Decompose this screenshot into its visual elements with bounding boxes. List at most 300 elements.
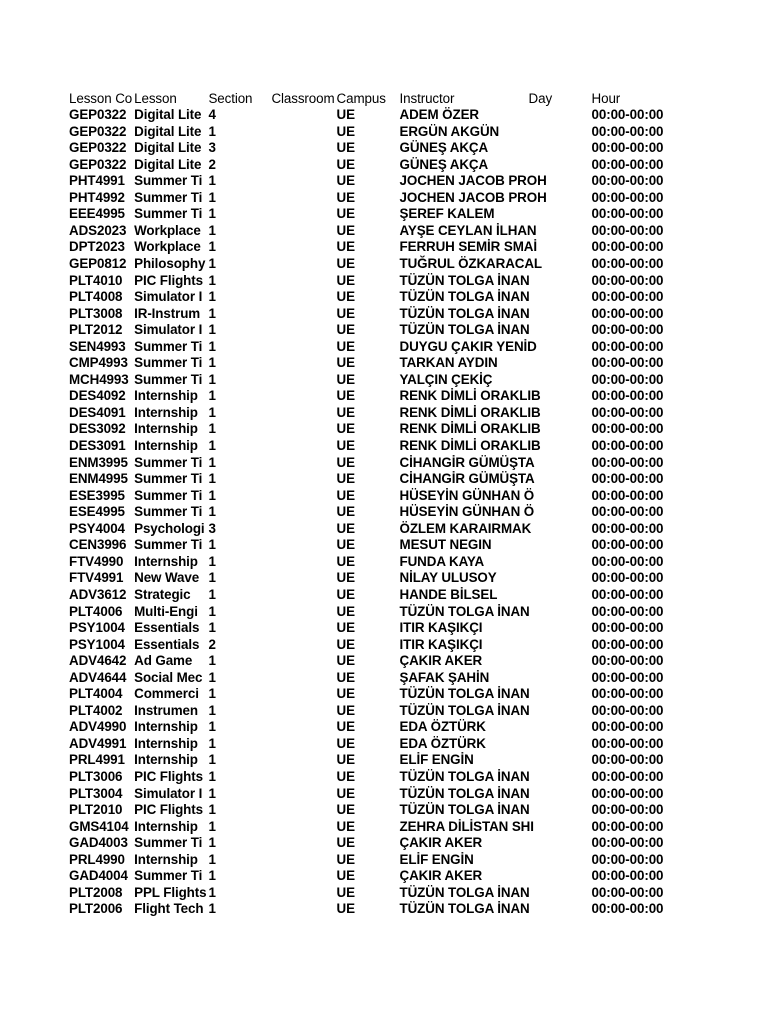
cell-hour[interactable]: 00:00-00:00 (591, 289, 664, 305)
cell-lesson[interactable]: Summer Ti (134, 206, 203, 222)
cell-lesson[interactable]: Social Mec (134, 669, 203, 685)
cell-instructor[interactable]: TÜZÜN TOLGA İNAN (399, 785, 530, 801)
cell-instructor[interactable]: FUNDA KAYA (399, 553, 485, 569)
cell-section[interactable]: 1 (208, 388, 216, 404)
cell-section[interactable]: 1 (208, 206, 216, 222)
cell-instructor[interactable]: HANDE BİLSEL (399, 586, 498, 602)
cell-instructor[interactable]: TÜZÜN TOLGA İNAN (399, 289, 530, 305)
cell-section[interactable]: 1 (208, 603, 216, 619)
cell-day[interactable] (527, 652, 590, 669)
cell-lesson[interactable]: Internship (134, 404, 198, 420)
cell-instructor[interactable]: ITIR KAŞIKÇI (399, 620, 483, 636)
cell-hour[interactable]: 00:00-00:00 (591, 735, 664, 751)
cell-hour[interactable]: 00:00-00:00 (591, 586, 664, 602)
cell-lesson[interactable]: Internship (134, 421, 198, 437)
cell-hour[interactable]: 00:00-00:00 (591, 404, 664, 420)
cell-day[interactable] (527, 900, 590, 917)
cell-section[interactable]: 1 (208, 289, 216, 305)
cell-section[interactable]: 1 (208, 851, 216, 867)
cell-lesson-code[interactable]: EEE4995 (69, 206, 125, 222)
cell-campus[interactable]: UE (336, 785, 355, 801)
cell-day[interactable] (527, 470, 590, 487)
cell-instructor[interactable]: ITIR KAŞIKÇI (399, 636, 483, 652)
cell-lesson-code[interactable]: MCH4993 (69, 371, 129, 387)
cell-lesson-code[interactable]: DES3091 (69, 438, 126, 454)
cell-instructor[interactable]: CİHANGİR GÜMÜŞTA (399, 471, 535, 487)
cell-instructor[interactable]: EDA ÖZTÜRK (399, 735, 486, 751)
cell-campus[interactable]: UE (336, 156, 355, 172)
cell-hour[interactable]: 00:00-00:00 (591, 768, 664, 784)
cell-lesson[interactable]: Summer Ti (134, 471, 203, 487)
cell-hour[interactable]: 00:00-00:00 (591, 239, 664, 255)
cell-classroom[interactable] (269, 834, 334, 851)
cell-campus[interactable]: UE (336, 107, 355, 123)
cell-lesson[interactable]: Summer Ti (134, 338, 203, 354)
cell-campus[interactable]: UE (336, 653, 355, 669)
cell-lesson[interactable]: Summer Ti (134, 454, 203, 470)
cell-classroom[interactable] (269, 685, 334, 702)
cell-campus[interactable]: UE (336, 586, 355, 602)
cell-classroom[interactable] (269, 883, 334, 900)
cell-hour[interactable]: 00:00-00:00 (591, 653, 664, 669)
cell-campus[interactable]: UE (336, 669, 355, 685)
cell-section[interactable]: 1 (208, 735, 216, 751)
cell-classroom[interactable] (269, 122, 334, 139)
cell-instructor[interactable]: RENK DİMLİ ORAKLIB (399, 388, 541, 404)
cell-section[interactable]: 1 (208, 322, 216, 338)
cell-lesson-code[interactable]: PRL4991 (69, 752, 125, 768)
cell-lesson[interactable]: New Wave (134, 570, 200, 586)
cell-campus[interactable]: UE (336, 371, 355, 387)
cell-lesson[interactable]: Commerci (134, 686, 199, 702)
cell-hour[interactable]: 00:00-00:00 (591, 851, 664, 867)
cell-classroom[interactable] (269, 370, 334, 387)
cell-classroom[interactable] (269, 900, 334, 917)
cell-campus[interactable]: UE (336, 868, 355, 884)
cell-hour[interactable]: 00:00-00:00 (591, 471, 664, 487)
cell-classroom[interactable] (269, 734, 334, 751)
cell-classroom[interactable] (269, 668, 334, 685)
cell-lesson-code[interactable]: GAD4004 (69, 868, 128, 884)
cell-day[interactable] (527, 685, 590, 702)
cell-campus[interactable]: UE (336, 421, 355, 437)
cell-section[interactable]: 1 (208, 256, 216, 272)
cell-section[interactable]: 1 (208, 785, 216, 801)
cell-section[interactable]: 1 (208, 884, 216, 900)
cell-lesson[interactable]: PPL Flights (134, 884, 207, 900)
cell-campus[interactable]: UE (336, 702, 355, 718)
cell-lesson[interactable]: Internship (134, 735, 198, 751)
cell-hour[interactable]: 00:00-00:00 (591, 256, 664, 272)
cell-hour[interactable]: 00:00-00:00 (591, 123, 664, 139)
cell-instructor[interactable]: ELİF ENGİN (399, 851, 474, 867)
cell-campus[interactable]: UE (336, 338, 355, 354)
cell-campus[interactable]: UE (336, 438, 355, 454)
cell-campus[interactable]: UE (336, 570, 355, 586)
cell-instructor[interactable]: ERGÜN AKGÜN (399, 123, 500, 139)
cell-day[interactable] (527, 486, 590, 503)
cell-day[interactable] (527, 602, 590, 619)
cell-hour[interactable]: 00:00-00:00 (591, 371, 664, 387)
cell-section[interactable]: 1 (208, 123, 216, 139)
cell-lesson-code[interactable]: PSY1004 (69, 620, 125, 636)
cell-section[interactable]: 1 (208, 553, 216, 569)
cell-lesson-code[interactable]: PLT2008 (69, 884, 123, 900)
cell-instructor[interactable]: RENK DİMLİ ORAKLIB (399, 421, 541, 437)
cell-lesson[interactable]: Simulator I (134, 289, 203, 305)
cell-lesson[interactable]: PIC Flights (134, 272, 203, 288)
cell-day[interactable] (527, 585, 590, 602)
cell-campus[interactable]: UE (336, 603, 355, 619)
cell-section[interactable]: 1 (208, 653, 216, 669)
cell-instructor[interactable]: TÜZÜN TOLGA İNAN (399, 802, 530, 818)
cell-day[interactable] (527, 370, 590, 387)
cell-lesson-code[interactable]: DES4092 (69, 388, 126, 404)
cell-campus[interactable]: UE (336, 173, 355, 189)
cell-instructor[interactable]: ZEHRA DİLİSTAN SHI (399, 818, 534, 834)
cell-classroom[interactable] (269, 321, 334, 338)
cell-lesson-code[interactable]: PLT2010 (69, 802, 123, 818)
cell-instructor[interactable]: ÖZLEM KARAIRMAK (399, 520, 532, 536)
header-lesson[interactable]: Lesson (134, 90, 177, 106)
cell-lesson-code[interactable]: PLT4002 (69, 702, 123, 718)
cell-hour[interactable]: 00:00-00:00 (591, 454, 664, 470)
cell-classroom[interactable] (269, 569, 334, 586)
cell-lesson-code[interactable]: ESE4995 (69, 504, 125, 520)
cell-classroom[interactable] (269, 354, 334, 371)
cell-campus[interactable]: UE (336, 189, 355, 205)
cell-campus[interactable]: UE (336, 735, 355, 751)
cell-section[interactable]: 1 (208, 620, 216, 636)
cell-lesson[interactable]: Internship (134, 553, 198, 569)
cell-lesson-code[interactable]: ENM3995 (69, 454, 128, 470)
cell-hour[interactable]: 00:00-00:00 (591, 520, 664, 536)
cell-lesson[interactable]: Internship (134, 752, 198, 768)
cell-hour[interactable]: 00:00-00:00 (591, 686, 664, 702)
cell-section[interactable]: 1 (208, 901, 216, 917)
cell-instructor[interactable]: RENK DİMLİ ORAKLIB (399, 438, 541, 454)
cell-lesson-code[interactable]: PSY4004 (69, 520, 125, 536)
cell-campus[interactable]: UE (336, 140, 355, 156)
cell-section[interactable]: 1 (208, 487, 216, 503)
cell-classroom[interactable] (269, 254, 334, 271)
cell-section[interactable]: 1 (208, 421, 216, 437)
cell-section[interactable]: 2 (208, 156, 216, 172)
cell-hour[interactable]: 00:00-00:00 (591, 156, 664, 172)
cell-lesson[interactable]: Digital Lite (134, 107, 202, 123)
cell-campus[interactable]: UE (336, 322, 355, 338)
cell-campus[interactable]: UE (336, 851, 355, 867)
cell-instructor[interactable]: GÜNEŞ AKÇA (399, 140, 489, 156)
cell-instructor[interactable]: TÜZÜN TOLGA İNAN (399, 272, 530, 288)
cell-hour[interactable]: 00:00-00:00 (591, 388, 664, 404)
header-hour[interactable]: Hour (591, 90, 621, 106)
cell-day[interactable] (527, 850, 590, 867)
cell-hour[interactable]: 00:00-00:00 (591, 570, 664, 586)
cell-hour[interactable]: 00:00-00:00 (591, 835, 664, 851)
cell-classroom[interactable] (269, 271, 334, 288)
cell-instructor[interactable]: TARKAN AYDIN (399, 355, 498, 371)
cell-campus[interactable]: UE (336, 818, 355, 834)
cell-day[interactable] (527, 751, 590, 768)
cell-instructor[interactable]: ADEM ÖZER (399, 107, 479, 123)
cell-lesson[interactable]: Essentials (134, 620, 200, 636)
cell-classroom[interactable] (269, 304, 334, 321)
cell-instructor[interactable]: CİHANGİR GÜMÜŞTA (399, 454, 535, 470)
cell-hour[interactable]: 00:00-00:00 (591, 818, 664, 834)
cell-section[interactable]: 1 (208, 868, 216, 884)
cell-section[interactable]: 2 (208, 636, 216, 652)
cell-lesson-code[interactable]: PLT4010 (69, 272, 123, 288)
cell-lesson[interactable]: Instrumen (134, 702, 198, 718)
cell-classroom[interactable] (269, 817, 334, 834)
cell-classroom[interactable] (269, 536, 334, 553)
cell-classroom[interactable] (269, 519, 334, 536)
cell-classroom[interactable] (269, 767, 334, 784)
cell-lesson[interactable]: Summer Ti (134, 189, 203, 205)
cell-campus[interactable]: UE (336, 404, 355, 420)
cell-classroom[interactable] (269, 205, 334, 222)
cell-classroom[interactable] (269, 718, 334, 735)
cell-instructor[interactable]: TÜZÜN TOLGA İNAN (399, 686, 530, 702)
cell-instructor[interactable]: ÇAKIR AKER (399, 653, 483, 669)
cell-lesson[interactable]: Ad Game (134, 653, 193, 669)
cell-instructor[interactable]: RENK DİMLİ ORAKLIB (399, 404, 541, 420)
cell-day[interactable] (527, 205, 590, 222)
cell-classroom[interactable] (269, 652, 334, 669)
cell-classroom[interactable] (269, 486, 334, 503)
cell-campus[interactable]: UE (336, 504, 355, 520)
cell-campus[interactable]: UE (336, 454, 355, 470)
cell-lesson[interactable]: Simulator I (134, 785, 203, 801)
cell-day[interactable] (527, 354, 590, 371)
header-section[interactable]: Section (208, 90, 253, 106)
cell-section[interactable]: 1 (208, 570, 216, 586)
cell-classroom[interactable] (269, 453, 334, 470)
cell-hour[interactable]: 00:00-00:00 (591, 338, 664, 354)
cell-lesson[interactable]: Digital Lite (134, 140, 202, 156)
cell-day[interactable] (527, 271, 590, 288)
cell-day[interactable] (527, 519, 590, 536)
cell-lesson[interactable]: Summer Ti (134, 868, 203, 884)
cell-campus[interactable]: UE (336, 835, 355, 851)
cell-section[interactable]: 1 (208, 454, 216, 470)
cell-day[interactable] (527, 718, 590, 735)
cell-campus[interactable]: UE (336, 620, 355, 636)
cell-instructor[interactable]: HÜSEYİN GÜNHAN Ö (399, 504, 535, 520)
cell-instructor[interactable]: ÇAKIR AKER (399, 835, 483, 851)
cell-section[interactable]: 1 (208, 471, 216, 487)
cell-campus[interactable]: UE (336, 719, 355, 735)
cell-day[interactable] (527, 139, 590, 156)
cell-instructor[interactable]: HÜSEYİN GÜNHAN Ö (399, 487, 535, 503)
cell-lesson[interactable]: PIC Flights (134, 802, 203, 818)
cell-instructor[interactable]: MESUT NEGIN (399, 537, 492, 553)
cell-lesson[interactable]: Multi-Engi (134, 603, 198, 619)
cell-lesson-code[interactable]: ADV4642 (69, 653, 127, 669)
cell-instructor[interactable]: JOCHEN JACOB PROH (399, 189, 547, 205)
cell-day[interactable] (527, 801, 590, 818)
cell-lesson-code[interactable]: PLT3006 (69, 768, 123, 784)
cell-classroom[interactable] (269, 106, 334, 123)
cell-lesson-code[interactable]: PLT3004 (69, 785, 123, 801)
cell-day[interactable] (527, 817, 590, 834)
cell-lesson-code[interactable]: PLT4006 (69, 603, 123, 619)
cell-lesson-code[interactable]: PLT3008 (69, 305, 123, 321)
cell-lesson-code[interactable]: ADV4644 (69, 669, 127, 685)
cell-section[interactable]: 1 (208, 835, 216, 851)
cell-campus[interactable]: UE (336, 752, 355, 768)
cell-lesson[interactable]: Internship (134, 818, 198, 834)
cell-section[interactable]: 1 (208, 404, 216, 420)
cell-section[interactable]: 1 (208, 802, 216, 818)
cell-hour[interactable]: 00:00-00:00 (591, 107, 664, 123)
cell-instructor[interactable]: TÜZÜN TOLGA İNAN (399, 702, 530, 718)
cell-lesson[interactable]: Philosophy (134, 256, 206, 272)
cell-campus[interactable]: UE (336, 636, 355, 652)
cell-lesson[interactable]: Summer Ti (134, 487, 203, 503)
cell-section[interactable]: 1 (208, 338, 216, 354)
cell-hour[interactable]: 00:00-00:00 (591, 537, 664, 553)
cell-lesson[interactable]: Digital Lite (134, 123, 202, 139)
cell-lesson-code[interactable]: GEP0322 (69, 123, 127, 139)
cell-lesson[interactable]: IR-Instrum (134, 305, 201, 321)
cell-day[interactable] (527, 288, 590, 305)
cell-classroom[interactable] (269, 238, 334, 255)
cell-section[interactable]: 1 (208, 272, 216, 288)
cell-day[interactable] (527, 834, 590, 851)
cell-hour[interactable]: 00:00-00:00 (591, 487, 664, 503)
header-instructor[interactable]: Instructor (399, 90, 455, 106)
cell-instructor[interactable]: TUĞRUL ÖZKARACAL (399, 256, 542, 272)
cell-lesson-code[interactable]: FTV4990 (69, 553, 124, 569)
cell-lesson[interactable]: Summer Ti (134, 371, 203, 387)
cell-lesson-code[interactable]: DES3092 (69, 421, 126, 437)
cell-classroom[interactable] (269, 403, 334, 420)
cell-lesson-code[interactable]: CEN3996 (69, 537, 127, 553)
cell-section[interactable]: 1 (208, 768, 216, 784)
cell-section[interactable]: 1 (208, 173, 216, 189)
cell-lesson-code[interactable]: GAD4003 (69, 835, 128, 851)
cell-lesson-code[interactable]: GEP0322 (69, 107, 127, 123)
cell-instructor[interactable]: ŞEREF KALEM (399, 206, 495, 222)
cell-instructor[interactable]: ŞAFAK ŞAHİN (399, 669, 490, 685)
cell-section[interactable]: 1 (208, 222, 216, 238)
cell-lesson-code[interactable]: GEP0812 (69, 256, 127, 272)
header-classroom[interactable]: Classroom (271, 90, 335, 106)
cell-classroom[interactable] (269, 503, 334, 520)
cell-instructor[interactable]: GÜNEŞ AKÇA (399, 156, 489, 172)
cell-hour[interactable]: 00:00-00:00 (591, 305, 664, 321)
cell-day[interactable] (527, 536, 590, 553)
cell-campus[interactable]: UE (336, 686, 355, 702)
cell-campus[interactable]: UE (336, 272, 355, 288)
cell-classroom[interactable] (269, 139, 334, 156)
cell-day[interactable] (527, 304, 590, 321)
cell-lesson-code[interactable]: GMS4104 (69, 818, 129, 834)
cell-hour[interactable]: 00:00-00:00 (591, 719, 664, 735)
cell-classroom[interactable] (269, 552, 334, 569)
cell-campus[interactable]: UE (336, 239, 355, 255)
cell-instructor[interactable]: TÜZÜN TOLGA İNAN (399, 884, 530, 900)
cell-day[interactable] (527, 668, 590, 685)
cell-lesson[interactable]: Essentials (134, 636, 200, 652)
cell-hour[interactable]: 00:00-00:00 (591, 620, 664, 636)
cell-lesson[interactable]: Internship (134, 719, 198, 735)
cell-campus[interactable]: UE (336, 471, 355, 487)
cell-campus[interactable]: UE (336, 355, 355, 371)
cell-instructor[interactable]: JOCHEN JACOB PROH (399, 173, 547, 189)
cell-day[interactable] (527, 155, 590, 172)
cell-section[interactable]: 1 (208, 504, 216, 520)
cell-section[interactable]: 1 (208, 305, 216, 321)
cell-campus[interactable]: UE (336, 289, 355, 305)
cell-lesson-code[interactable]: SEN4993 (69, 338, 126, 354)
cell-instructor[interactable]: EDA ÖZTÜRK (399, 719, 486, 735)
cell-campus[interactable]: UE (336, 123, 355, 139)
cell-section[interactable]: 1 (208, 818, 216, 834)
cell-lesson-code[interactable]: GEP0322 (69, 156, 127, 172)
cell-lesson[interactable]: Flight Tech (134, 901, 204, 917)
cell-classroom[interactable] (269, 850, 334, 867)
cell-classroom[interactable] (269, 420, 334, 437)
cell-section[interactable]: 4 (208, 107, 216, 123)
cell-instructor[interactable]: FERRUH SEMİR SMAİ (399, 239, 537, 255)
cell-classroom[interactable] (269, 221, 334, 238)
cell-day[interactable] (527, 321, 590, 338)
cell-classroom[interactable] (269, 701, 334, 718)
cell-instructor[interactable]: AYŞE CEYLAN İLHAN (399, 222, 537, 238)
cell-instructor[interactable]: TÜZÜN TOLGA İNAN (399, 305, 530, 321)
cell-section[interactable]: 1 (208, 586, 216, 602)
cell-section[interactable]: 1 (208, 239, 216, 255)
cell-instructor[interactable]: ELİF ENGİN (399, 752, 474, 768)
cell-instructor[interactable]: NİLAY ULUSOY (399, 570, 497, 586)
cell-instructor[interactable]: DUYGU ÇAKIR YENİD (399, 338, 537, 354)
cell-day[interactable] (527, 767, 590, 784)
cell-section[interactable]: 1 (208, 719, 216, 735)
cell-hour[interactable]: 00:00-00:00 (591, 702, 664, 718)
cell-classroom[interactable] (269, 337, 334, 354)
cell-lesson-code[interactable]: FTV4991 (69, 570, 124, 586)
cell-section[interactable]: 3 (208, 140, 216, 156)
cell-hour[interactable]: 00:00-00:00 (591, 868, 664, 884)
cell-lesson[interactable]: Psychologi (134, 520, 205, 536)
cell-hour[interactable]: 00:00-00:00 (591, 206, 664, 222)
cell-campus[interactable]: UE (336, 222, 355, 238)
cell-section[interactable]: 1 (208, 537, 216, 553)
cell-classroom[interactable] (269, 585, 334, 602)
cell-instructor[interactable]: TÜZÜN TOLGA İNAN (399, 901, 530, 917)
cell-lesson[interactable]: Summer Ti (134, 173, 203, 189)
cell-lesson[interactable]: Summer Ti (134, 835, 203, 851)
header-day[interactable]: Day (528, 90, 553, 106)
cell-campus[interactable]: UE (336, 388, 355, 404)
cell-classroom[interactable] (269, 619, 334, 636)
cell-section[interactable]: 3 (208, 520, 216, 536)
cell-lesson-code[interactable]: PRL4990 (69, 851, 125, 867)
cell-classroom[interactable] (269, 751, 334, 768)
cell-lesson-code[interactable]: PHT4992 (69, 189, 125, 205)
cell-lesson[interactable]: Summer Ti (134, 355, 203, 371)
cell-lesson-code[interactable]: ESE3995 (69, 487, 125, 503)
cell-campus[interactable]: UE (336, 901, 355, 917)
cell-hour[interactable]: 00:00-00:00 (591, 189, 664, 205)
cell-hour[interactable]: 00:00-00:00 (591, 901, 664, 917)
cell-campus[interactable]: UE (336, 537, 355, 553)
cell-hour[interactable]: 00:00-00:00 (591, 421, 664, 437)
header-lesson-code[interactable]: Lesson Co (69, 90, 133, 106)
